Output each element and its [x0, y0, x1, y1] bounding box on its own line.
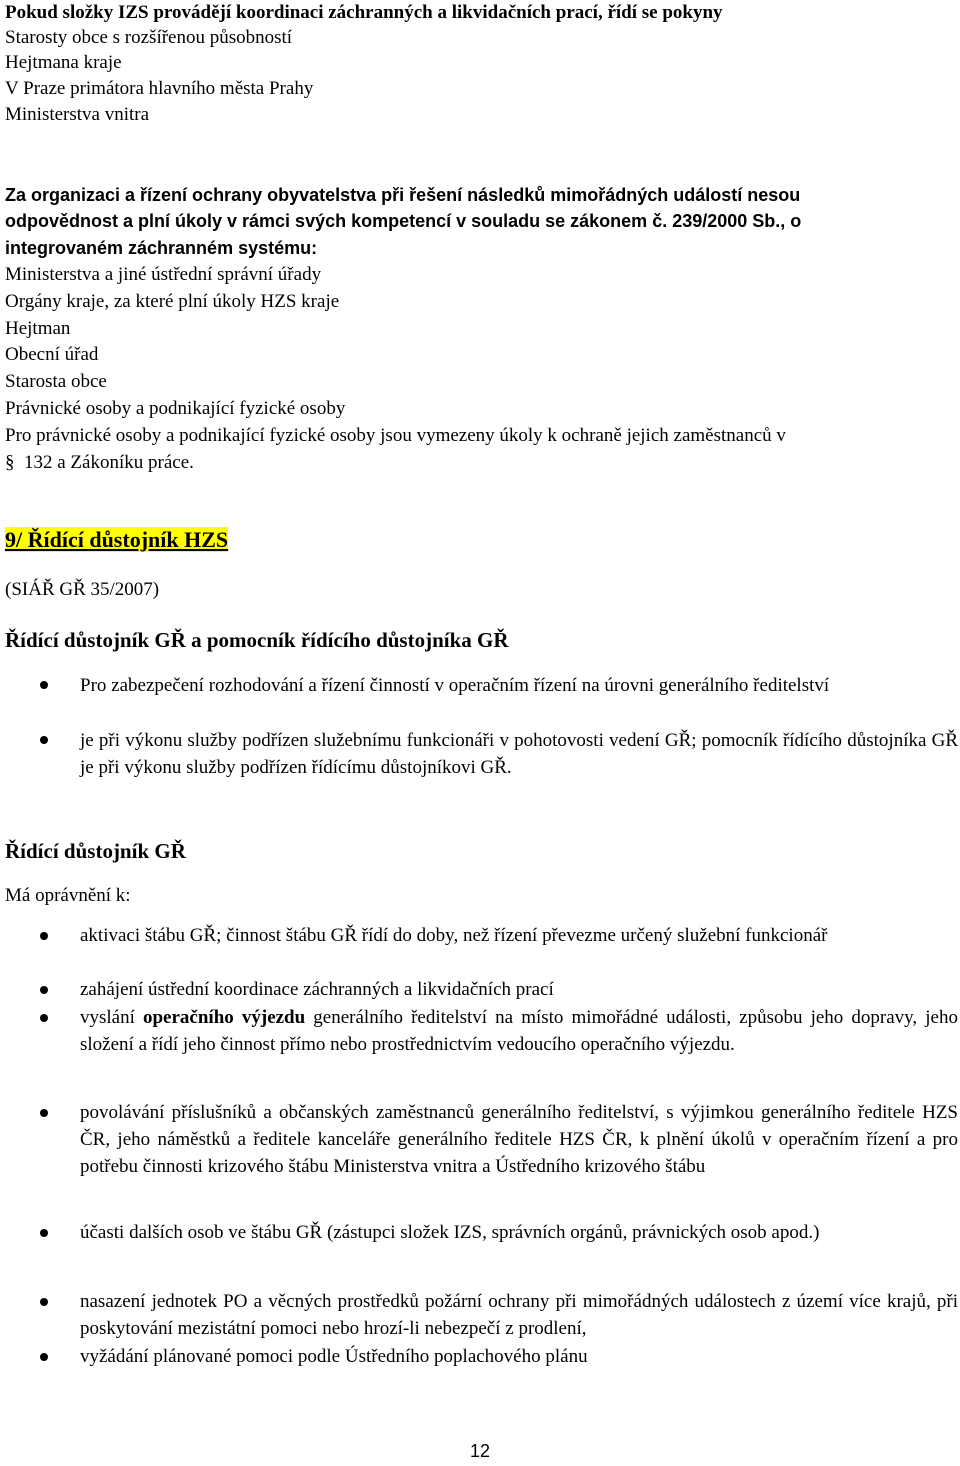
responsibility-item: Starosta obce: [5, 371, 107, 392]
bullet-icon: [40, 986, 48, 994]
officer-bullet: [80, 922, 958, 949]
responsibility-line-2-text: odpovědnost a plní úkoly v rámci svých kompetencí v souladu se zákonem č. 239/2000 Sb.: [5, 211, 781, 231]
officer-bullet: [80, 1004, 958, 1058]
intro-item: Ministerstva vnitra: [5, 104, 150, 125]
officer-bullet-text: vyžádání plánované pomoci podle Ústředního poplachového plánu: [80, 1346, 588, 1367]
officer-bullet: [80, 1288, 958, 1342]
officer-bullet-text: aktivaci štábu GŘ; činnost štábu GŘ řídí do doby, než řízení převezme určený služební funkcionář: [80, 925, 828, 946]
section-reference: (SIÁŘ GŘ 35/2007): [5, 579, 160, 600]
bullet-icon: [40, 932, 48, 940]
responsibility-item: Obecní úřad: [5, 344, 99, 365]
officer-bullet-text: vyslání: [80, 1007, 143, 1028]
officer-bullet-text: účasti dalších osob ve štábu GŘ (zástupci složek IZS, správních orgánů, právnických osob apod.): [80, 1222, 820, 1243]
officer-bullet: [80, 976, 958, 1003]
officer-bullet-text: nasazení jednotek PO a věcných prostředků požární ochrany při mimořádných událostech z území více krajů, při poskytování mezistátní pomoci nebo hrozí-li nebezpečí z prodlení,: [80, 1291, 958, 1339]
responsibility-note-line-2: 132 a Zákoníku práce.: [24, 452, 194, 473]
responsibility-line-1: Za organizaci a řízení ochrany obyvatelstva při řešení následků mimořádných událostí nesou: [5, 185, 801, 205]
officer-bullet-bold: operačního výjezdu: [142, 1007, 306, 1028]
bullet-icon: [40, 1353, 48, 1361]
responsibility-item: Právnické osoby a podnikající fyzické osoby: [5, 398, 346, 419]
responsibility-line-2-suffix: , o: [780, 211, 802, 231]
intro-item: Starosty obce s rozšířenou působností: [5, 27, 293, 48]
bullet-icon: [40, 1014, 48, 1022]
intro-item: V Praze primátora hlavního města Prahy: [5, 78, 314, 99]
section-title: [5, 527, 228, 555]
officer-bullet: [80, 1099, 958, 1180]
bullet-icon: [40, 1229, 48, 1237]
bullet-icon: [40, 736, 48, 744]
intro-item: Hejtmana kraje: [5, 52, 122, 73]
officer-bullet-text: povolávání příslušníků a občanských zaměstnanců generálního ředitelství, s výjimkou generálního ředitele HZS ČR, jeho náměstků a ředitele kanceláře generálního ředitele HZS ČR, k plnění úkolů v operačním řízení a pro potřebu činnosti krizového štábu Ministerstva vnitra a Ústředního krizového štábu: [80, 1102, 958, 1177]
page-number: 12: [469, 1441, 491, 1461]
responsibility-line-2: [5, 208, 801, 235]
section-subheading: Řídící důstojník GŘ a pomocník řídícího důstojníka GŘ: [5, 628, 509, 652]
bullet-icon: [40, 1109, 48, 1117]
responsibility-item: Hejtman: [5, 318, 71, 339]
officer-bullet-text: zahájení ústřední koordinace záchranných a likvidačních prací: [80, 979, 554, 1000]
officer-bullet-text-after: generálního ředitelství na místo mimořádné události, způsobu jeho dopravy, jeho složení a řídí jeho činnost přímo nebo prostřednictvím vedoucího operačního výjezdu.: [80, 1007, 958, 1055]
responsibility-line-3: integrovaném záchranném systému:: [5, 238, 318, 258]
section9-bullet: je při výkonu služby podřízen služebnímu funkcionáři v pohotovosti vedení GŘ; pomocník řídícího důstojníka GŘ je při výkonu služby podřízen řídícímu důstojníkovi GŘ.: [80, 730, 958, 778]
intro-heading: Pokud složky IZS provádějí koordinaci záchranných a likvidačních prací, řídí se pokyny: [5, 2, 723, 23]
bullet-icon: [40, 1298, 48, 1306]
responsibility-note-line-1: Pro právnické osoby a podnikající fyzické osoby jsou vymezeny úkoly k ochraně jejich zaměstnanců v: [5, 425, 786, 446]
responsibility-item: Ministerstva a jiné ústřední správní úřady: [5, 264, 322, 285]
bullet-icon: [40, 681, 48, 689]
officer-intro: Má oprávnění k:: [5, 885, 131, 906]
section9-bullet: Pro zabezpečení rozhodování a řízení činností v operačním řízení na úrovni generálního ředitelství: [80, 675, 830, 696]
section-title-highlight: 9/ Řídící důstojník HZS: [5, 527, 229, 552]
officer-bullet: [80, 1219, 958, 1246]
officer-heading: Řídící důstojník GŘ: [5, 839, 186, 863]
officer-bullet: [80, 1343, 958, 1370]
responsibility-item: Orgány kraje, za které plní úkoly HZS kraje: [5, 291, 340, 312]
section-sign: §: [5, 452, 15, 473]
